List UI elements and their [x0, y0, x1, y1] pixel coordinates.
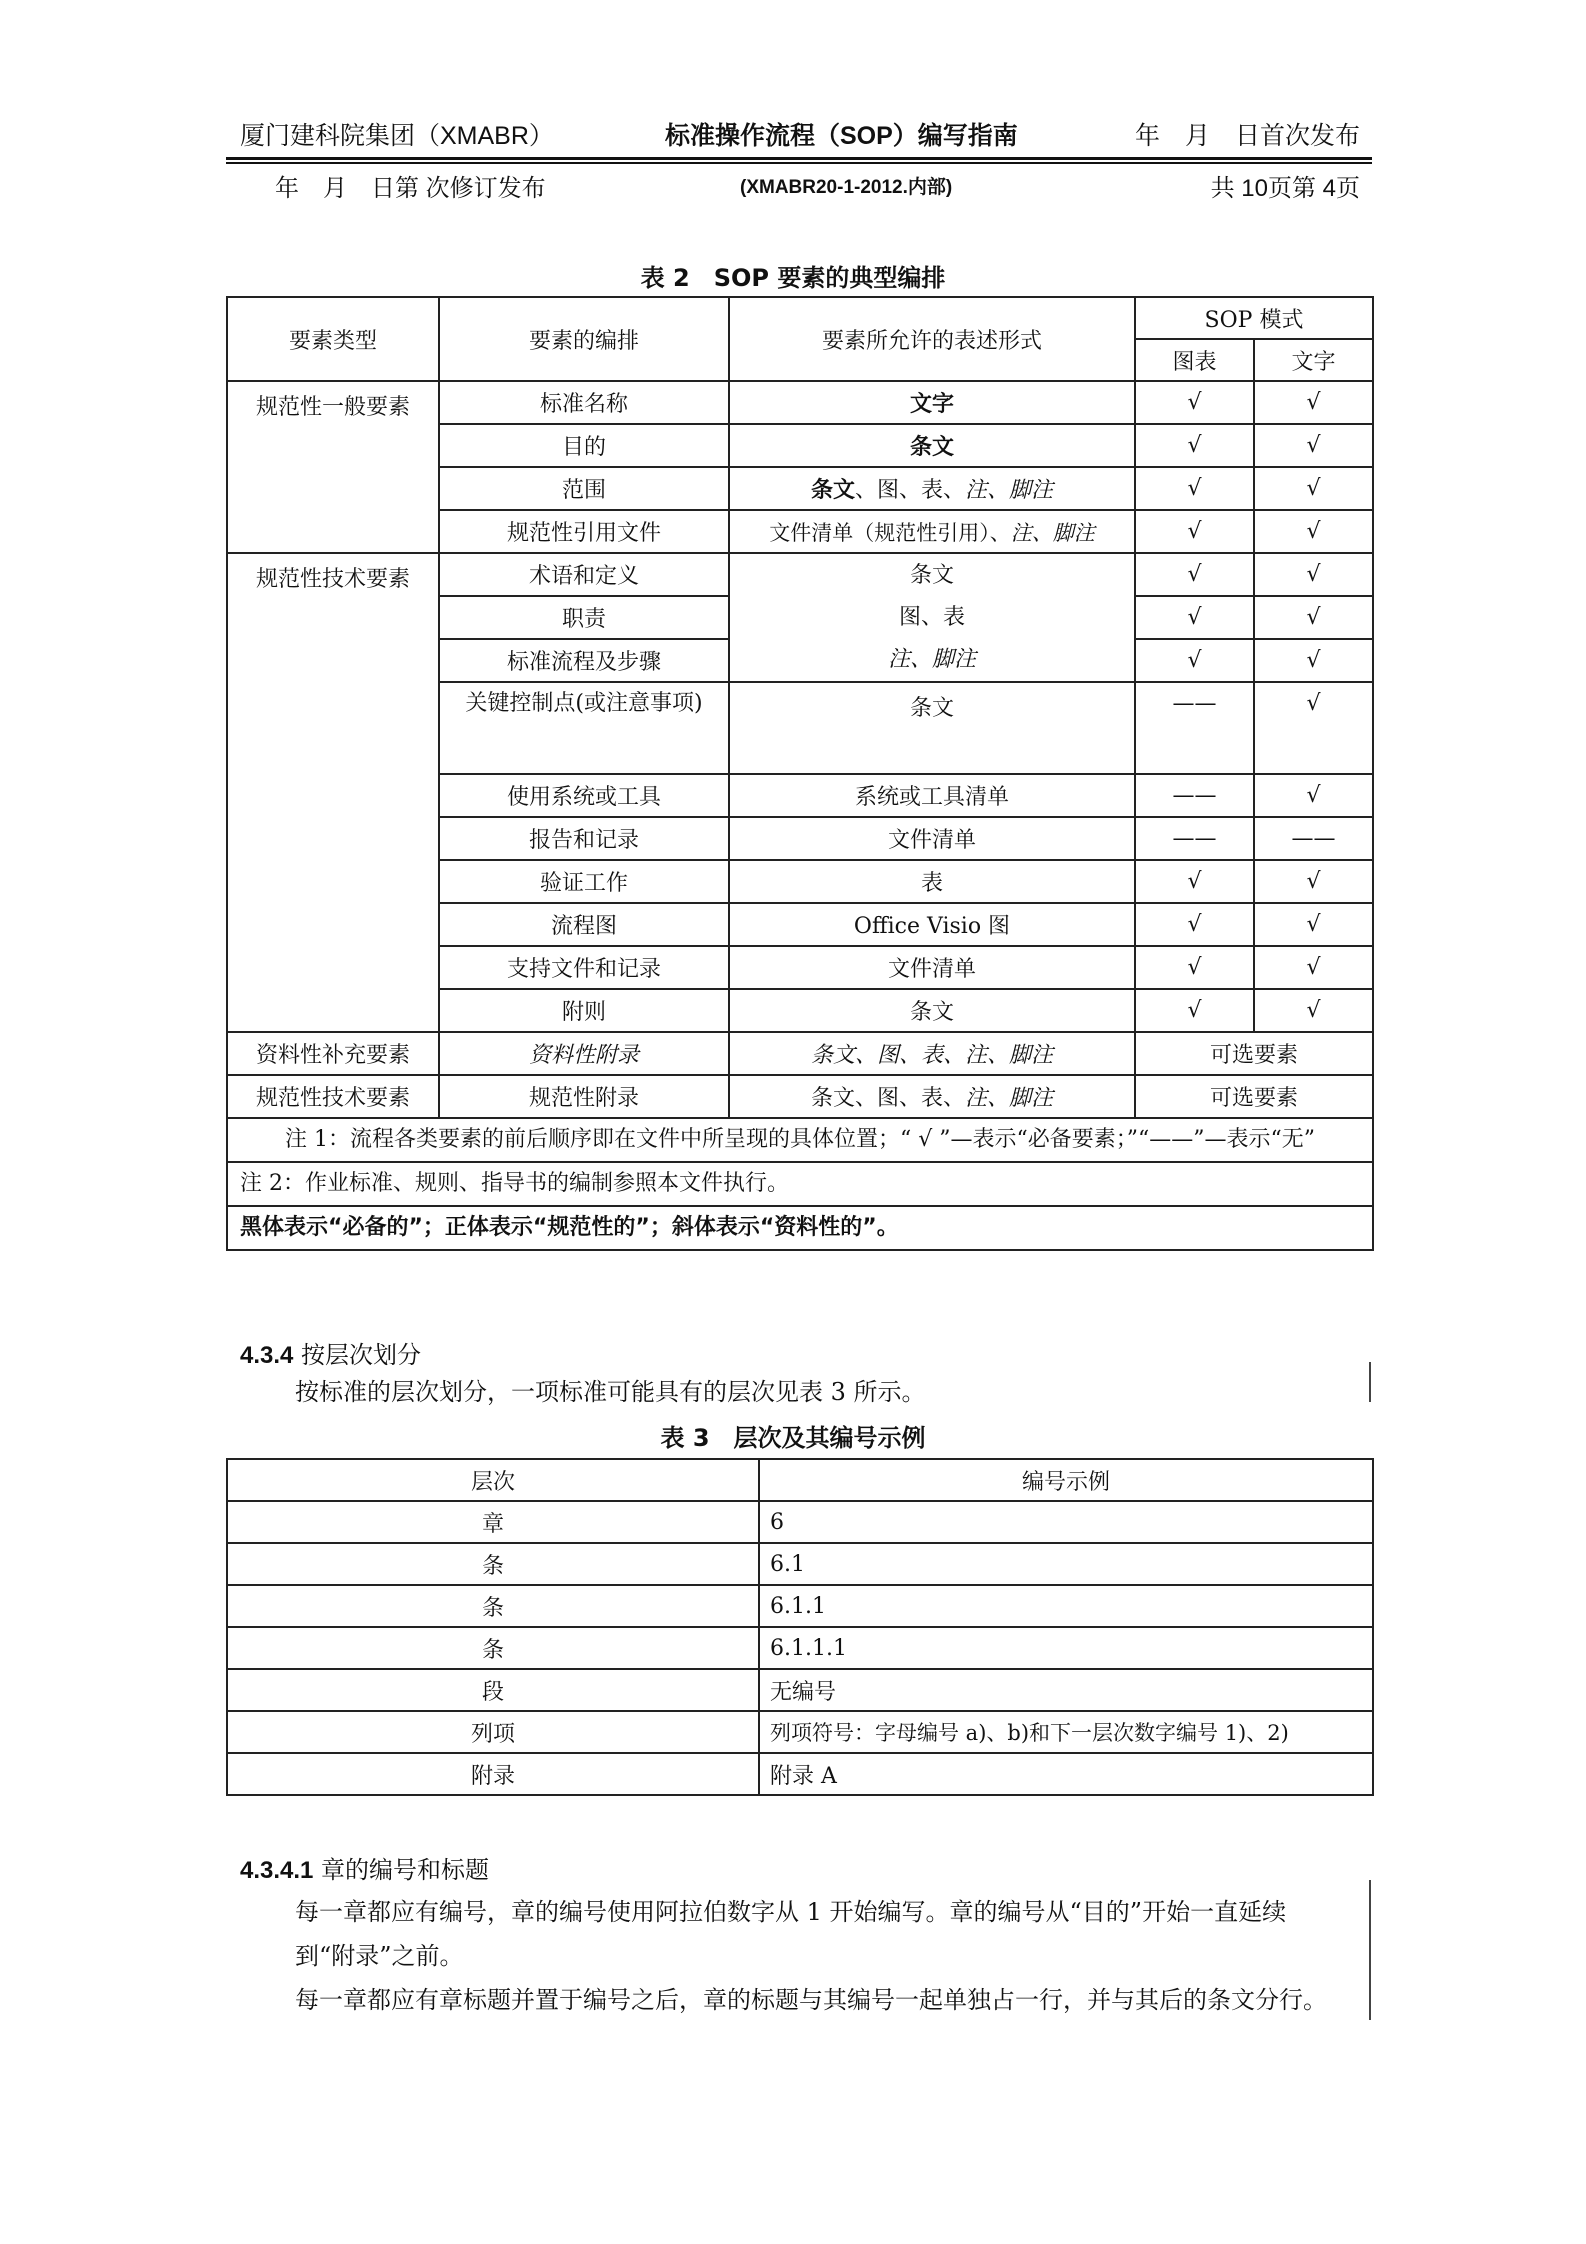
row-name: 报告和记录 — [439, 817, 729, 860]
table2-caption: 表 2 SOP 要素的典型编排 — [640, 264, 946, 292]
table-header-row — [227, 1459, 1373, 1501]
font-legend: 黑体表示“必备的”；正体表示“规范性的”；斜体表示“资料性的”。 — [227, 1206, 1373, 1250]
row-mode: 可选要素 — [1135, 1075, 1373, 1118]
note-2: 注 2：作业标准、规则、指导书的编制参照本文件执行。 — [227, 1162, 1373, 1206]
row-name: 验证工作 — [439, 860, 729, 903]
section-heading-4-3-4: 4.3.4 按层次划分 — [240, 1341, 422, 1369]
check-mark: √ — [1135, 381, 1254, 424]
note-row — [227, 1162, 1373, 1206]
row-form: 系统或工具清单 — [729, 774, 1135, 817]
th-sop-mode: SOP 模式 — [1135, 297, 1373, 339]
change-bar — [1369, 1880, 1371, 2020]
row-name: 流程图 — [439, 903, 729, 946]
row-name: 职责 — [439, 596, 729, 639]
dash-mark: —— — [1135, 774, 1254, 817]
check-mark: √ — [1254, 381, 1373, 424]
section-4-3-4-1-body — [240, 1890, 1345, 2022]
dash-mark: —— — [1254, 817, 1373, 860]
row-name: 目的 — [439, 424, 729, 467]
table-row: 条 6.1.1.1 — [227, 1627, 1373, 1669]
check-mark: √ — [1254, 424, 1373, 467]
th-element-arrangement: 要素的编排 — [439, 297, 729, 381]
th-element-type: 要素类型 — [227, 297, 439, 381]
merged-form-cell: 条文 图、表 注、脚注 — [729, 553, 1135, 682]
row-type: 资料性补充要素 — [227, 1032, 439, 1075]
table-row — [227, 1032, 1373, 1075]
check-mark: √ — [1254, 467, 1373, 510]
check-mark: √ — [1135, 467, 1254, 510]
group-normative-general: 规范性一般要素 — [227, 381, 439, 553]
paragraph-2: 每一章都应有章标题并置于编号之后，章的标题与其编号一起单独占一行，并与其后的条文分行。 — [295, 1986, 1327, 2014]
check-mark: √ — [1254, 553, 1373, 596]
check-mark: √ — [1135, 946, 1254, 989]
page-header-row-2 — [240, 168, 1360, 204]
table-row: 条 6.1 — [227, 1543, 1373, 1585]
check-mark: √ — [1135, 424, 1254, 467]
row-form: 条文、图、表、注、脚注 — [729, 467, 1135, 510]
table-row: 条 6.1.1 — [227, 1585, 1373, 1627]
check-mark: √ — [1135, 639, 1254, 682]
row-type: 规范性技术要素 — [227, 1075, 439, 1118]
check-mark: √ — [1254, 510, 1373, 553]
check-mark: √ — [1135, 989, 1254, 1032]
table3-caption: 表 3 层次及其编号示例 — [660, 1424, 926, 1452]
row-name: 标准流程及步骤 — [439, 639, 729, 682]
th-allowed-forms: 要素所允许的表述形式 — [729, 297, 1135, 381]
check-mark: √ — [1254, 903, 1373, 946]
check-mark: √ — [1135, 860, 1254, 903]
table-row: 附录 附录 A — [227, 1753, 1373, 1795]
header-first-release: 年 月 日首次发布 — [1134, 122, 1360, 150]
check-mark: √ — [1135, 903, 1254, 946]
row-name: 规范性引用文件 — [439, 510, 729, 553]
row-form: 条文、图、表、注、脚注 — [729, 1075, 1135, 1118]
page-header-row-1 — [240, 116, 1360, 156]
row-form: 条文 — [729, 682, 1135, 774]
section-4-3-4-body: 按标准的层次划分，一项标准可能具有的层次见表 3 所示。 — [295, 1378, 926, 1406]
row-name: 使用系统或工具 — [439, 774, 729, 817]
row-form: 文字 — [729, 381, 1135, 424]
check-mark: √ — [1254, 774, 1373, 817]
check-mark: √ — [1254, 596, 1373, 639]
row-name: 范围 — [439, 467, 729, 510]
row-name: 支持文件和记录 — [439, 946, 729, 989]
row-form: 文件清单 — [729, 817, 1135, 860]
row-name: 资料性附录 — [439, 1032, 729, 1075]
change-bar — [1369, 1362, 1371, 1402]
note-1: 注 1：流程各类要素的前后顺序即在文件中所呈现的具体位置；“ √ ”—表示“必备要素；”“——”—表示“无” — [227, 1118, 1373, 1162]
check-mark: √ — [1135, 553, 1254, 596]
check-mark: √ — [1254, 639, 1373, 682]
row-name: 标准名称 — [439, 381, 729, 424]
dash-mark: —— — [1135, 682, 1254, 774]
note-row — [227, 1206, 1373, 1250]
row-form: 文件清单 — [729, 946, 1135, 989]
check-mark: √ — [1254, 946, 1373, 989]
table-sop-elements — [226, 296, 1374, 1251]
check-mark: √ — [1254, 682, 1373, 774]
header-doc-code: (XMABR20-1-2012.内部) — [740, 177, 953, 198]
th-text: 文字 — [1254, 339, 1373, 381]
th-example: 编号示例 — [759, 1459, 1373, 1501]
table-row: 列项 列项符号：字母编号 a)、b)和下一层次数字编号 1)、2) — [227, 1711, 1373, 1753]
header-doc-title: 标准操作流程（SOP）编写指南 — [665, 122, 1018, 150]
table-row: 段 无编号 — [227, 1669, 1373, 1711]
row-mode: 可选要素 — [1135, 1032, 1373, 1075]
check-mark: √ — [1254, 860, 1373, 903]
table-row: 章 6 — [227, 1501, 1373, 1543]
header-org: 厦门建科院集团（XMABR） — [240, 122, 554, 150]
row-form: 条文 — [729, 424, 1135, 467]
header-rule — [226, 157, 1372, 164]
header-page-info: 共 10页第 4页 — [1210, 175, 1360, 202]
table-row — [227, 553, 1373, 596]
check-mark: √ — [1135, 596, 1254, 639]
check-mark: √ — [1135, 510, 1254, 553]
table-levels-numbering — [226, 1458, 1374, 1796]
check-mark: √ — [1254, 989, 1373, 1032]
table-row — [227, 381, 1373, 424]
row-name: 规范性附录 — [439, 1075, 729, 1118]
dash-mark: —— — [1135, 817, 1254, 860]
group-normative-technical: 规范性技术要素 — [227, 553, 439, 1032]
row-form: Office Visio 图 — [729, 903, 1135, 946]
row-form: 条文 — [729, 989, 1135, 1032]
row-name: 附则 — [439, 989, 729, 1032]
row-form: 文件清单（规范性引用）、注、脚注 — [729, 510, 1135, 553]
paragraph-1: 每一章都应有编号，章的编号使用阿拉伯数字从 1 开始编写。章的编号从“目的”开始一直延续到“附录”之前。 — [295, 1898, 1287, 1970]
note-row — [227, 1118, 1373, 1162]
table-row — [227, 1075, 1373, 1118]
th-level: 层次 — [227, 1459, 759, 1501]
row-name: 术语和定义 — [439, 553, 729, 596]
section-heading-4-3-4-1: 4.3.4.1 章的编号和标题 — [240, 1856, 490, 1884]
th-chart: 图表 — [1135, 339, 1254, 381]
row-name: 关键控制点(或注意事项) — [439, 682, 729, 774]
header-revision: 年 月 日第 次修订发布 — [275, 175, 546, 202]
row-form: 条文、图、表、注、脚注 — [729, 1032, 1135, 1075]
row-form: 表 — [729, 860, 1135, 903]
